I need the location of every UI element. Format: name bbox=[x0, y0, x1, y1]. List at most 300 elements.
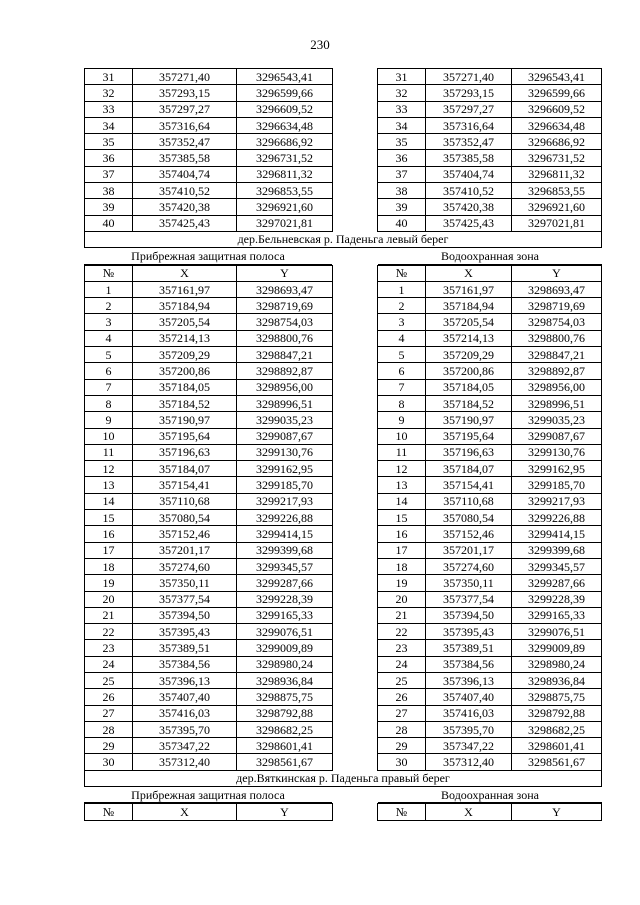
point-number-cell: 29 bbox=[378, 738, 426, 754]
y-coordinate-cell: 3299399,68 bbox=[237, 542, 333, 558]
x-coordinate-cell: 357297,27 bbox=[133, 101, 237, 117]
x-coordinate-cell: 357396,13 bbox=[426, 672, 512, 688]
point-number-cell: 12 bbox=[85, 461, 133, 477]
y-coordinate-cell: Y bbox=[512, 804, 602, 820]
table-row bbox=[378, 101, 602, 117]
y-coordinate-cell: 3299287,66 bbox=[512, 575, 602, 591]
point-number-cell: 4 bbox=[85, 330, 133, 346]
table-row bbox=[85, 754, 333, 770]
section2-right-title: Водоохранная зона bbox=[378, 248, 602, 264]
y-coordinate-cell: 3298996,51 bbox=[512, 395, 602, 411]
y-coordinate-cell: 3299035,23 bbox=[237, 412, 333, 428]
x-coordinate-cell: 357271,40 bbox=[133, 69, 237, 85]
section3-right-table bbox=[377, 803, 602, 820]
table-row bbox=[85, 166, 333, 182]
section2-title: дер.Бельневская р. Паденьга левый берег bbox=[84, 232, 602, 248]
point-number-cell: 2 bbox=[85, 298, 133, 314]
y-coordinate-cell: 3299226,88 bbox=[237, 510, 333, 526]
y-coordinate-cell: 3299228,39 bbox=[237, 591, 333, 607]
x-coordinate-cell: 357389,51 bbox=[133, 640, 237, 656]
point-number-cell: 21 bbox=[378, 607, 426, 623]
y-coordinate-cell: 3298800,76 bbox=[237, 330, 333, 346]
point-number-cell: 34 bbox=[85, 117, 133, 133]
y-coordinate-cell: 3298693,47 bbox=[512, 281, 602, 297]
y-coordinate-cell: 3298936,84 bbox=[512, 672, 602, 688]
x-coordinate-cell: 357205,54 bbox=[133, 314, 237, 330]
point-number-cell: 7 bbox=[85, 379, 133, 395]
table-row bbox=[378, 526, 602, 542]
y-coordinate-cell: 3296543,41 bbox=[237, 69, 333, 85]
x-coordinate-cell: 357190,97 bbox=[426, 412, 512, 428]
section2-left-title: Прибрежная защитная полоса bbox=[84, 248, 332, 264]
x-coordinate-cell: 357420,38 bbox=[133, 199, 237, 215]
y-coordinate-cell: 3299226,88 bbox=[512, 510, 602, 526]
table-row bbox=[85, 640, 333, 656]
y-coordinate-cell: 3299345,57 bbox=[512, 558, 602, 574]
point-number-cell: 20 bbox=[85, 591, 133, 607]
y-coordinate-cell: Y bbox=[237, 804, 333, 820]
point-number-cell: 1 bbox=[85, 281, 133, 297]
table-row bbox=[85, 199, 333, 215]
x-coordinate-cell: 357416,03 bbox=[426, 705, 512, 721]
table-row bbox=[85, 607, 333, 623]
x-coordinate-cell: 357214,13 bbox=[133, 330, 237, 346]
coordinates-sheet bbox=[84, 68, 602, 821]
point-number-cell: 25 bbox=[378, 672, 426, 688]
x-coordinate-cell: 357271,40 bbox=[426, 69, 512, 85]
point-number-cell: 30 bbox=[378, 754, 426, 770]
table-row bbox=[378, 656, 602, 672]
table-row bbox=[85, 150, 333, 166]
y-coordinate-cell: 3298875,75 bbox=[237, 689, 333, 705]
x-coordinate-cell: 357184,52 bbox=[133, 395, 237, 411]
y-coordinate-cell: 3298980,24 bbox=[237, 656, 333, 672]
point-number-cell: 27 bbox=[378, 705, 426, 721]
y-coordinate-cell: 3298601,41 bbox=[512, 738, 602, 754]
y-coordinate-cell: 3299414,15 bbox=[512, 526, 602, 542]
x-coordinate-cell: 357110,68 bbox=[426, 493, 512, 509]
y-coordinate-cell: 3299185,70 bbox=[237, 477, 333, 493]
header-row bbox=[85, 804, 333, 820]
point-number-cell: 38 bbox=[85, 183, 133, 199]
header-row bbox=[378, 804, 602, 820]
y-coordinate-cell: 3298800,76 bbox=[512, 330, 602, 346]
point-number-cell: 26 bbox=[85, 689, 133, 705]
y-coordinate-cell: 3296686,92 bbox=[237, 134, 333, 150]
section3-right-title: Водоохранная зона bbox=[378, 787, 602, 803]
point-number-cell: 29 bbox=[85, 738, 133, 754]
x-coordinate-cell: 357200,86 bbox=[133, 363, 237, 379]
x-coordinate-cell: 357410,52 bbox=[133, 183, 237, 199]
table-row bbox=[85, 379, 333, 395]
x-coordinate-cell: 357201,17 bbox=[133, 542, 237, 558]
y-coordinate-cell: 3299162,95 bbox=[237, 461, 333, 477]
x-coordinate-cell: 357394,50 bbox=[426, 607, 512, 623]
table-row bbox=[85, 183, 333, 199]
y-coordinate-cell: 3298996,51 bbox=[237, 395, 333, 411]
table-row bbox=[85, 101, 333, 117]
x-coordinate-cell: 357352,47 bbox=[133, 134, 237, 150]
table-row bbox=[378, 347, 602, 363]
point-number-cell: 35 bbox=[85, 134, 133, 150]
point-number-cell: 16 bbox=[85, 526, 133, 542]
section1-left-table bbox=[84, 68, 333, 232]
section1-right-table bbox=[377, 68, 602, 232]
y-coordinate-cell: 3296609,52 bbox=[512, 101, 602, 117]
x-coordinate-cell: 357080,54 bbox=[426, 510, 512, 526]
x-coordinate-cell: 357389,51 bbox=[426, 640, 512, 656]
table-row bbox=[85, 575, 333, 591]
x-coordinate-cell: 357404,74 bbox=[133, 166, 237, 182]
x-coordinate-cell: 357196,63 bbox=[133, 444, 237, 460]
page-number: 230 bbox=[310, 37, 330, 52]
table-row bbox=[378, 150, 602, 166]
point-number-cell: 28 bbox=[85, 721, 133, 737]
x-coordinate-cell: 357395,43 bbox=[426, 624, 512, 640]
y-coordinate-cell: 3296634,48 bbox=[512, 117, 602, 133]
x-coordinate-cell: 357377,54 bbox=[426, 591, 512, 607]
point-number-cell: 15 bbox=[378, 510, 426, 526]
table-row bbox=[85, 721, 333, 737]
y-coordinate-cell: 3296853,55 bbox=[512, 183, 602, 199]
y-coordinate-cell: 3299165,33 bbox=[237, 607, 333, 623]
x-coordinate-cell: 357184,05 bbox=[426, 379, 512, 395]
table-row bbox=[85, 281, 333, 297]
x-coordinate-cell: 357161,97 bbox=[426, 281, 512, 297]
table-row bbox=[378, 542, 602, 558]
table-row bbox=[85, 591, 333, 607]
x-coordinate-cell: 357395,43 bbox=[133, 624, 237, 640]
point-number-cell: 22 bbox=[378, 624, 426, 640]
y-coordinate-cell: 3299414,15 bbox=[237, 526, 333, 542]
table-row bbox=[378, 117, 602, 133]
point-number-cell: 15 bbox=[85, 510, 133, 526]
x-coordinate-cell: 357297,27 bbox=[426, 101, 512, 117]
x-coordinate-cell: 357396,13 bbox=[133, 672, 237, 688]
point-number-cell: 11 bbox=[378, 444, 426, 460]
y-coordinate-cell: 3298956,00 bbox=[237, 379, 333, 395]
point-number-cell: 28 bbox=[378, 721, 426, 737]
table-row bbox=[378, 412, 602, 428]
point-number-cell: 14 bbox=[378, 493, 426, 509]
point-number-cell: 33 bbox=[85, 101, 133, 117]
point-number-cell: 31 bbox=[378, 69, 426, 85]
section3-tables bbox=[84, 803, 602, 820]
table-row bbox=[85, 298, 333, 314]
y-coordinate-cell: 3299087,67 bbox=[512, 428, 602, 444]
x-coordinate-cell: 357394,50 bbox=[133, 607, 237, 623]
table-row bbox=[85, 738, 333, 754]
x-coordinate-cell: X bbox=[426, 804, 512, 820]
point-number-cell: 39 bbox=[378, 199, 426, 215]
table-row bbox=[378, 607, 602, 623]
table-row bbox=[85, 428, 333, 444]
point-number-cell: 21 bbox=[85, 607, 133, 623]
y-coordinate-cell: 3296543,41 bbox=[512, 69, 602, 85]
y-coordinate-cell: 3299399,68 bbox=[512, 542, 602, 558]
table-row bbox=[378, 672, 602, 688]
point-number-cell: 38 bbox=[378, 183, 426, 199]
y-coordinate-cell: 3299217,93 bbox=[512, 493, 602, 509]
table-row bbox=[378, 85, 602, 101]
x-coordinate-cell: 357209,29 bbox=[133, 347, 237, 363]
x-coordinate-cell: 357195,64 bbox=[426, 428, 512, 444]
x-coordinate-cell: X bbox=[133, 265, 237, 281]
point-number-cell: 26 bbox=[378, 689, 426, 705]
y-coordinate-cell: 3296686,92 bbox=[512, 134, 602, 150]
y-coordinate-cell: 3298792,88 bbox=[237, 705, 333, 721]
section2-left-table bbox=[84, 265, 333, 771]
x-coordinate-cell: 357420,38 bbox=[426, 199, 512, 215]
table-row bbox=[378, 428, 602, 444]
x-coordinate-cell: 357395,70 bbox=[133, 721, 237, 737]
table-row bbox=[378, 738, 602, 754]
x-coordinate-cell: 357384,56 bbox=[133, 656, 237, 672]
y-coordinate-cell: 3299165,33 bbox=[512, 607, 602, 623]
table-row bbox=[85, 215, 333, 231]
table-row bbox=[378, 379, 602, 395]
table-row bbox=[85, 69, 333, 85]
table-row bbox=[378, 510, 602, 526]
point-number-cell: 14 bbox=[85, 493, 133, 509]
y-coordinate-cell: Y bbox=[512, 265, 602, 281]
point-number-cell: 17 bbox=[85, 542, 133, 558]
table-row bbox=[85, 134, 333, 150]
x-coordinate-cell: 357347,22 bbox=[133, 738, 237, 754]
table-row bbox=[85, 656, 333, 672]
point-number-cell: 9 bbox=[378, 412, 426, 428]
x-coordinate-cell: 357425,43 bbox=[133, 215, 237, 231]
x-coordinate-cell: X bbox=[133, 804, 237, 820]
point-number-cell: 13 bbox=[378, 477, 426, 493]
table-row bbox=[378, 575, 602, 591]
x-coordinate-cell: 357377,54 bbox=[133, 591, 237, 607]
x-coordinate-cell: 357184,05 bbox=[133, 379, 237, 395]
point-number-cell: 37 bbox=[378, 166, 426, 182]
header-row bbox=[85, 265, 333, 281]
y-coordinate-cell: 3299228,39 bbox=[512, 591, 602, 607]
y-coordinate-cell: 3299287,66 bbox=[237, 575, 333, 591]
point-number-cell: 39 bbox=[85, 199, 133, 215]
table-row bbox=[378, 558, 602, 574]
table-row bbox=[85, 314, 333, 330]
y-coordinate-cell: 3298936,84 bbox=[237, 672, 333, 688]
y-coordinate-cell: 3298892,87 bbox=[512, 363, 602, 379]
x-coordinate-cell: X bbox=[426, 265, 512, 281]
table-row bbox=[378, 363, 602, 379]
section2-subheads bbox=[84, 248, 602, 264]
x-coordinate-cell: 357152,46 bbox=[426, 526, 512, 542]
y-coordinate-cell: 3299185,70 bbox=[512, 477, 602, 493]
y-coordinate-cell: 3298682,25 bbox=[237, 721, 333, 737]
x-coordinate-cell: 357404,74 bbox=[426, 166, 512, 182]
table-row bbox=[378, 461, 602, 477]
point-number-cell: № bbox=[85, 804, 133, 820]
y-coordinate-cell: 3298682,25 bbox=[512, 721, 602, 737]
point-number-cell: 35 bbox=[378, 134, 426, 150]
x-coordinate-cell: 357154,41 bbox=[426, 477, 512, 493]
x-coordinate-cell: 357385,58 bbox=[426, 150, 512, 166]
table-row bbox=[85, 624, 333, 640]
point-number-cell: 10 bbox=[378, 428, 426, 444]
x-coordinate-cell: 357312,40 bbox=[426, 754, 512, 770]
y-coordinate-cell: 3299076,51 bbox=[512, 624, 602, 640]
y-coordinate-cell: 3299087,67 bbox=[237, 428, 333, 444]
point-number-cell: 19 bbox=[85, 575, 133, 591]
x-coordinate-cell: 357184,07 bbox=[133, 461, 237, 477]
table-row bbox=[378, 314, 602, 330]
x-coordinate-cell: 357184,52 bbox=[426, 395, 512, 411]
table-row bbox=[85, 558, 333, 574]
table-row bbox=[378, 69, 602, 85]
y-coordinate-cell: 3298847,21 bbox=[237, 347, 333, 363]
y-coordinate-cell: 3298561,67 bbox=[512, 754, 602, 770]
table-row bbox=[85, 689, 333, 705]
point-number-cell: 11 bbox=[85, 444, 133, 460]
y-coordinate-cell: 3299217,93 bbox=[237, 493, 333, 509]
x-coordinate-cell: 357184,94 bbox=[133, 298, 237, 314]
y-coordinate-cell: 3298892,87 bbox=[237, 363, 333, 379]
y-coordinate-cell: 3298754,03 bbox=[237, 314, 333, 330]
y-coordinate-cell: 3296599,66 bbox=[512, 85, 602, 101]
y-coordinate-cell: 3298792,88 bbox=[512, 705, 602, 721]
x-coordinate-cell: 357152,46 bbox=[133, 526, 237, 542]
point-number-cell: 4 bbox=[378, 330, 426, 346]
point-number-cell: 10 bbox=[85, 428, 133, 444]
table-row bbox=[378, 477, 602, 493]
section3-title: дер.Вяткинская р. Паденьга правый берег bbox=[84, 771, 602, 787]
table-row bbox=[378, 215, 602, 231]
x-coordinate-cell: 357200,86 bbox=[426, 363, 512, 379]
x-coordinate-cell: 357293,15 bbox=[426, 85, 512, 101]
point-number-cell: 3 bbox=[378, 314, 426, 330]
x-coordinate-cell: 357350,11 bbox=[426, 575, 512, 591]
point-number-cell: 17 bbox=[378, 542, 426, 558]
y-coordinate-cell: 3297021,81 bbox=[512, 215, 602, 231]
x-coordinate-cell: 357385,58 bbox=[133, 150, 237, 166]
y-coordinate-cell: 3298980,24 bbox=[512, 656, 602, 672]
y-coordinate-cell: 3298693,47 bbox=[237, 281, 333, 297]
x-coordinate-cell: 357350,11 bbox=[133, 575, 237, 591]
point-number-cell: 8 bbox=[85, 395, 133, 411]
x-coordinate-cell: 357312,40 bbox=[133, 754, 237, 770]
y-coordinate-cell: 3298847,21 bbox=[512, 347, 602, 363]
x-coordinate-cell: 357154,41 bbox=[133, 477, 237, 493]
table-row bbox=[85, 510, 333, 526]
point-number-cell: 40 bbox=[378, 215, 426, 231]
point-number-cell: 34 bbox=[378, 117, 426, 133]
x-coordinate-cell: 357407,40 bbox=[133, 689, 237, 705]
point-number-cell: № bbox=[85, 265, 133, 281]
y-coordinate-cell: 3296731,52 bbox=[237, 150, 333, 166]
y-coordinate-cell: 3296599,66 bbox=[237, 85, 333, 101]
table-row bbox=[378, 199, 602, 215]
header-row bbox=[378, 265, 602, 281]
point-number-cell: 2 bbox=[378, 298, 426, 314]
y-coordinate-cell: 3298719,69 bbox=[512, 298, 602, 314]
y-coordinate-cell: 3296811,32 bbox=[237, 166, 333, 182]
table-row bbox=[378, 395, 602, 411]
y-coordinate-cell: 3298601,41 bbox=[237, 738, 333, 754]
table-row bbox=[378, 754, 602, 770]
x-coordinate-cell: 357205,54 bbox=[426, 314, 512, 330]
y-coordinate-cell: 3296609,52 bbox=[237, 101, 333, 117]
point-number-cell: 27 bbox=[85, 705, 133, 721]
point-number-cell: 33 bbox=[378, 101, 426, 117]
point-number-cell: 16 bbox=[378, 526, 426, 542]
point-number-cell: 13 bbox=[85, 477, 133, 493]
point-number-cell: 19 bbox=[378, 575, 426, 591]
x-coordinate-cell: 357293,15 bbox=[133, 85, 237, 101]
y-coordinate-cell: Y bbox=[237, 265, 333, 281]
table-row bbox=[378, 444, 602, 460]
table-row bbox=[85, 363, 333, 379]
table-row bbox=[85, 705, 333, 721]
point-number-cell: 23 bbox=[378, 640, 426, 656]
point-number-cell: 24 bbox=[85, 656, 133, 672]
y-coordinate-cell: 3297021,81 bbox=[237, 215, 333, 231]
table-row bbox=[378, 298, 602, 314]
table-row bbox=[378, 134, 602, 150]
point-number-cell: 9 bbox=[85, 412, 133, 428]
x-coordinate-cell: 357201,17 bbox=[426, 542, 512, 558]
table-row bbox=[85, 395, 333, 411]
x-coordinate-cell: 357410,52 bbox=[426, 183, 512, 199]
point-number-cell: 7 bbox=[378, 379, 426, 395]
x-coordinate-cell: 357080,54 bbox=[133, 510, 237, 526]
x-coordinate-cell: 357416,03 bbox=[133, 705, 237, 721]
y-coordinate-cell: 3298754,03 bbox=[512, 314, 602, 330]
y-coordinate-cell: 3298561,67 bbox=[237, 754, 333, 770]
point-number-cell: 8 bbox=[378, 395, 426, 411]
table-row bbox=[378, 591, 602, 607]
y-coordinate-cell: 3299076,51 bbox=[237, 624, 333, 640]
x-coordinate-cell: 357196,63 bbox=[426, 444, 512, 460]
table-row bbox=[378, 183, 602, 199]
section1-tables bbox=[84, 68, 602, 232]
table-row bbox=[378, 330, 602, 346]
x-coordinate-cell: 357352,47 bbox=[426, 134, 512, 150]
x-coordinate-cell: 357190,97 bbox=[133, 412, 237, 428]
point-number-cell: 22 bbox=[85, 624, 133, 640]
section3-left-title: Прибрежная защитная полоса bbox=[84, 787, 332, 803]
y-coordinate-cell: 3298875,75 bbox=[512, 689, 602, 705]
y-coordinate-cell: 3299130,76 bbox=[237, 444, 333, 460]
point-number-cell: 6 bbox=[85, 363, 133, 379]
x-coordinate-cell: 357407,40 bbox=[426, 689, 512, 705]
point-number-cell: 12 bbox=[378, 461, 426, 477]
table-row bbox=[378, 624, 602, 640]
table-row bbox=[85, 477, 333, 493]
table-row bbox=[85, 526, 333, 542]
point-number-cell: 5 bbox=[85, 347, 133, 363]
section2-right-table bbox=[377, 265, 602, 771]
point-number-cell: 31 bbox=[85, 69, 133, 85]
x-coordinate-cell: 357316,64 bbox=[133, 117, 237, 133]
point-number-cell: 32 bbox=[85, 85, 133, 101]
x-coordinate-cell: 357316,64 bbox=[426, 117, 512, 133]
table-row bbox=[378, 493, 602, 509]
table-row bbox=[85, 444, 333, 460]
table-row bbox=[378, 721, 602, 737]
y-coordinate-cell: 3296634,48 bbox=[237, 117, 333, 133]
table-row bbox=[378, 166, 602, 182]
point-number-cell: 36 bbox=[378, 150, 426, 166]
table-row bbox=[85, 461, 333, 477]
x-coordinate-cell: 357110,68 bbox=[133, 493, 237, 509]
y-coordinate-cell: 3299345,57 bbox=[237, 558, 333, 574]
table-row bbox=[85, 330, 333, 346]
